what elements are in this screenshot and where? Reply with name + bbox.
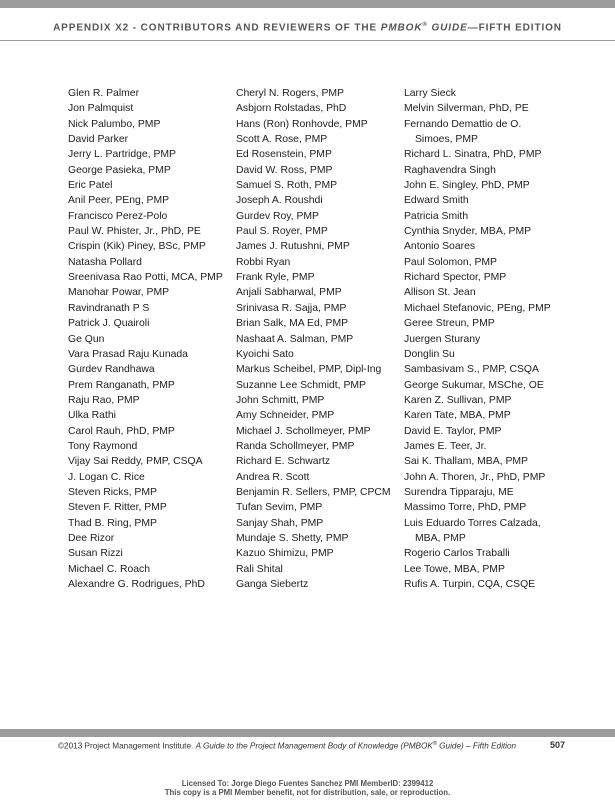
license-notice <box>0 779 615 797</box>
contributor-name: Tufan Sevim, PMP <box>236 502 323 514</box>
contributor-name: Richard L. Sinatra, PhD, PMP <box>404 149 542 161</box>
contributor-name: Rogerio Carlos Traballi <box>404 548 510 560</box>
contributor-name: John E. Singley, PhD, PMP <box>404 180 530 192</box>
contributor-name: Surendra Tipparaju, ME <box>404 486 514 498</box>
page-number: 507 <box>549 740 565 750</box>
contributor-name: Sreenivasa Rao Potti, MCA, PMP <box>68 272 223 284</box>
contributor-name: Allison St. Jean <box>404 287 476 299</box>
contributor-name: Kazuo Shimizu, PMP <box>236 548 334 560</box>
contributor-name: Andrea R. Scott <box>236 471 310 483</box>
contributor-name: Carol Rauh, PhD, PMP <box>68 425 175 437</box>
contributor-name: David W. Ross, PMP <box>236 164 333 176</box>
contributor-name: Paul S. Royer, PMP <box>236 226 328 238</box>
header-top-rule <box>0 0 615 8</box>
contributor-name: James J. Rutushni, PMP <box>236 241 350 253</box>
contributor-name: George Pasieka, PMP <box>68 164 171 176</box>
contributor-name: Glen R. Palmer <box>68 88 140 99</box>
license-line-1: Licensed To: Jorge Diego Fuentes Sanchez PMI MemberID: 2399412 <box>181 779 434 788</box>
contributor-name: Gurdev Roy, PMP <box>236 210 319 222</box>
contributor-name: Alexandre G. Rodrigues, PhD <box>68 579 205 590</box>
contributor-name: John Schmitt, PMP <box>236 394 325 406</box>
contributor-name: Juergen Sturany <box>404 333 481 345</box>
contributor-name: Fernando Demattio de O. <box>404 118 522 130</box>
contributor-name: Richard E. Schwartz <box>236 456 331 468</box>
contributor-name: Ganga Siebertz <box>236 579 309 590</box>
contributor-name: Michael Stefanovic, PEng, PMP <box>404 302 551 314</box>
header-guide: GUIDE <box>427 22 468 34</box>
contributor-name: Crispin (Kik) Piney, BSc, PMP <box>68 241 206 253</box>
contributor-name: Antonio Soares <box>404 241 476 253</box>
footer-copyright: ©2013 Project Management Institute. <box>58 741 196 751</box>
contributor-name: Massimo Torre, PhD, PMP <box>404 502 527 514</box>
contributor-name: Rufis A. Turpin, CQA, CSQE <box>404 579 536 590</box>
contributor-name: David Parker <box>68 134 129 146</box>
contributor-name: J. Logan C. Rice <box>68 471 145 483</box>
contributor-name: Michael J. Schollmeyer, PMP <box>236 425 371 437</box>
contributor-name: Sambasivam S., PMP, CSQA <box>404 364 539 376</box>
contributor-name: Sanjay Shah, PMP <box>236 517 324 529</box>
contributor-name: Jon Palmquist <box>68 103 134 115</box>
contributor-name: Lee Towe, MBA, PMP <box>404 563 505 575</box>
contributor-name: Karen Tate, MBA, PMP <box>404 410 511 422</box>
contributor-name: Francisco Perez-Polo <box>68 210 168 222</box>
contributor-name: Hans (Ron) Ronhovde, PMP <box>236 118 368 130</box>
running-header <box>0 14 615 36</box>
contributor-name: Larry Sieck <box>404 88 456 99</box>
names-column-2 <box>236 86 414 592</box>
contributor-name: David E. Taylor, PMP <box>404 425 502 437</box>
footer-title-end: Guide) – Fifth Edition <box>436 741 517 751</box>
contributor-name: Cynthia Snyder, MBA, PMP <box>404 226 532 238</box>
names-column-1 <box>68 86 228 592</box>
contributor-name: Robbi Ryan <box>236 256 291 268</box>
contributor-name: Ed Rosenstein, PMP <box>236 149 332 161</box>
contributor-name: Cheryl N. Rogers, PMP <box>236 88 344 99</box>
footer-rule <box>0 729 615 737</box>
contributor-name: George Sukumar, MSChe, OE <box>404 379 544 391</box>
header-prefix: APPENDIX X2 - CONTRIBUTORS AND REVIEWERS OF THE <box>53 22 381 34</box>
contributor-name: MBA, PMP <box>415 532 466 544</box>
contributor-name: Eric Patel <box>68 180 113 192</box>
footer-registered-mark: ® <box>432 741 437 747</box>
contributor-name: Scott A. Rose, PMP <box>236 134 328 146</box>
contributor-name: Suzanne Lee Schmidt, PMP <box>236 379 366 391</box>
contributor-name: Steven Ricks, PMP <box>68 486 157 498</box>
contributor-name: Thad B. Ring, PMP <box>68 517 157 529</box>
contributor-name: Karen Z. Sullivan, PMP <box>404 394 512 406</box>
contributor-name: Vijay Sai Reddy, PMP, CSQA <box>68 456 203 468</box>
contributor-name: Paul W. Phister, Jr., PhD, PE <box>68 226 201 238</box>
header-pmbok: PMBOK <box>380 22 423 34</box>
contributor-name: Gurdev Randhawa <box>68 364 155 376</box>
contributor-name: Amy Schneider, PMP <box>236 410 335 422</box>
contributor-name: Randa Schollmeyer, PMP <box>236 440 355 452</box>
contributor-name: Anil Peer, PEng, PMP <box>68 195 170 207</box>
contributor-name: Donglin Su <box>404 348 455 360</box>
contributor-name: Mundaje S. Shetty, PMP <box>236 532 349 544</box>
contributor-name: Prem Ranganath, PMP <box>68 379 175 391</box>
names-column-3 <box>404 86 594 592</box>
contributor-name: Ravindranath P S <box>68 302 150 314</box>
contributor-name: Simoes, PMP <box>415 134 478 146</box>
header-suffix: —FIFTH EDITION <box>467 22 562 34</box>
contributor-name: Asbjorn Rolstadas, PhD <box>236 103 347 115</box>
contributor-name: Markus Scheibel, PMP, Dipl-Ing <box>236 364 382 376</box>
contributor-name: Tony Raymond <box>68 440 138 452</box>
contributor-name: Luis Eduardo Torres Calzada, <box>404 517 541 529</box>
license-line-2: This copy is a PMI Member benefit, not for distribution, sale, or reproduction. <box>164 788 451 797</box>
header-rule <box>0 40 615 41</box>
contributor-name: Benjamin R. Sellers, PMP, CPCM <box>236 486 391 498</box>
contributor-name: Sai K. Thallam, MBA, PMP <box>404 456 528 468</box>
contributor-name: Susan Rizzi <box>68 548 123 560</box>
contributor-name: Brian Salk, MA Ed, PMP <box>236 318 349 330</box>
contributor-name: Dee Rizor <box>68 532 115 544</box>
contributor-name: Edward Smith <box>404 195 469 207</box>
contributor-name: Steven F. Ritter, PMP <box>68 502 167 514</box>
contributor-name: Geree Streun, PMP <box>404 318 495 330</box>
contributor-name: Paul Solomon, PMP <box>404 256 497 268</box>
footer-title: A Guide to the Project Management Body of Knowledge (PMBOK <box>195 741 433 751</box>
contributor-name: Melvin Silverman, PhD, PE <box>404 103 529 115</box>
contributor-name: Kyoichi Sato <box>236 348 294 360</box>
contributor-name: Natasha Pollard <box>68 256 142 268</box>
contributor-name: Anjali Sabharwal, PMP <box>236 287 342 299</box>
contributor-name: Nashaat A. Salman, PMP <box>236 333 354 345</box>
footer-citation <box>58 741 516 751</box>
contributor-name: Ge Qun <box>68 333 105 345</box>
contributor-name: Vara Prasad Raju Kunada <box>68 348 188 360</box>
contributor-name: Manohar Powar, PMP <box>68 287 170 299</box>
contributor-name: James E. Teer, Jr. <box>404 440 487 452</box>
contributor-name: Michael C. Roach <box>68 563 151 575</box>
contributor-name: John A. Thoren, Jr., PhD, PMP <box>404 471 546 483</box>
contributor-name: Jerry L. Partridge, PMP <box>68 149 176 161</box>
contributor-name: Richard Spector, PMP <box>404 272 507 284</box>
contributor-name: Frank Ryle, PMP <box>236 272 315 284</box>
contributor-name: Raghavendra Singh <box>404 164 496 176</box>
contributor-name: Raju Rao, PMP <box>68 394 140 406</box>
contributor-name: Patricia Smith <box>404 210 469 222</box>
header-registered-mark: ® <box>422 22 428 28</box>
contributor-name: Joseph A. Roushdi <box>236 195 323 207</box>
contributor-name: Samuel S. Roth, PMP <box>236 180 338 192</box>
contributor-name: Srinivasa R. Sajja, PMP <box>236 302 347 314</box>
contributor-name: Patrick J. Quairoli <box>68 318 150 330</box>
contributor-name: Nick Palumbo, PMP <box>68 118 161 130</box>
contributor-name: Rali Shital <box>236 563 283 575</box>
contributor-name: Ulka Rathi <box>68 410 116 422</box>
